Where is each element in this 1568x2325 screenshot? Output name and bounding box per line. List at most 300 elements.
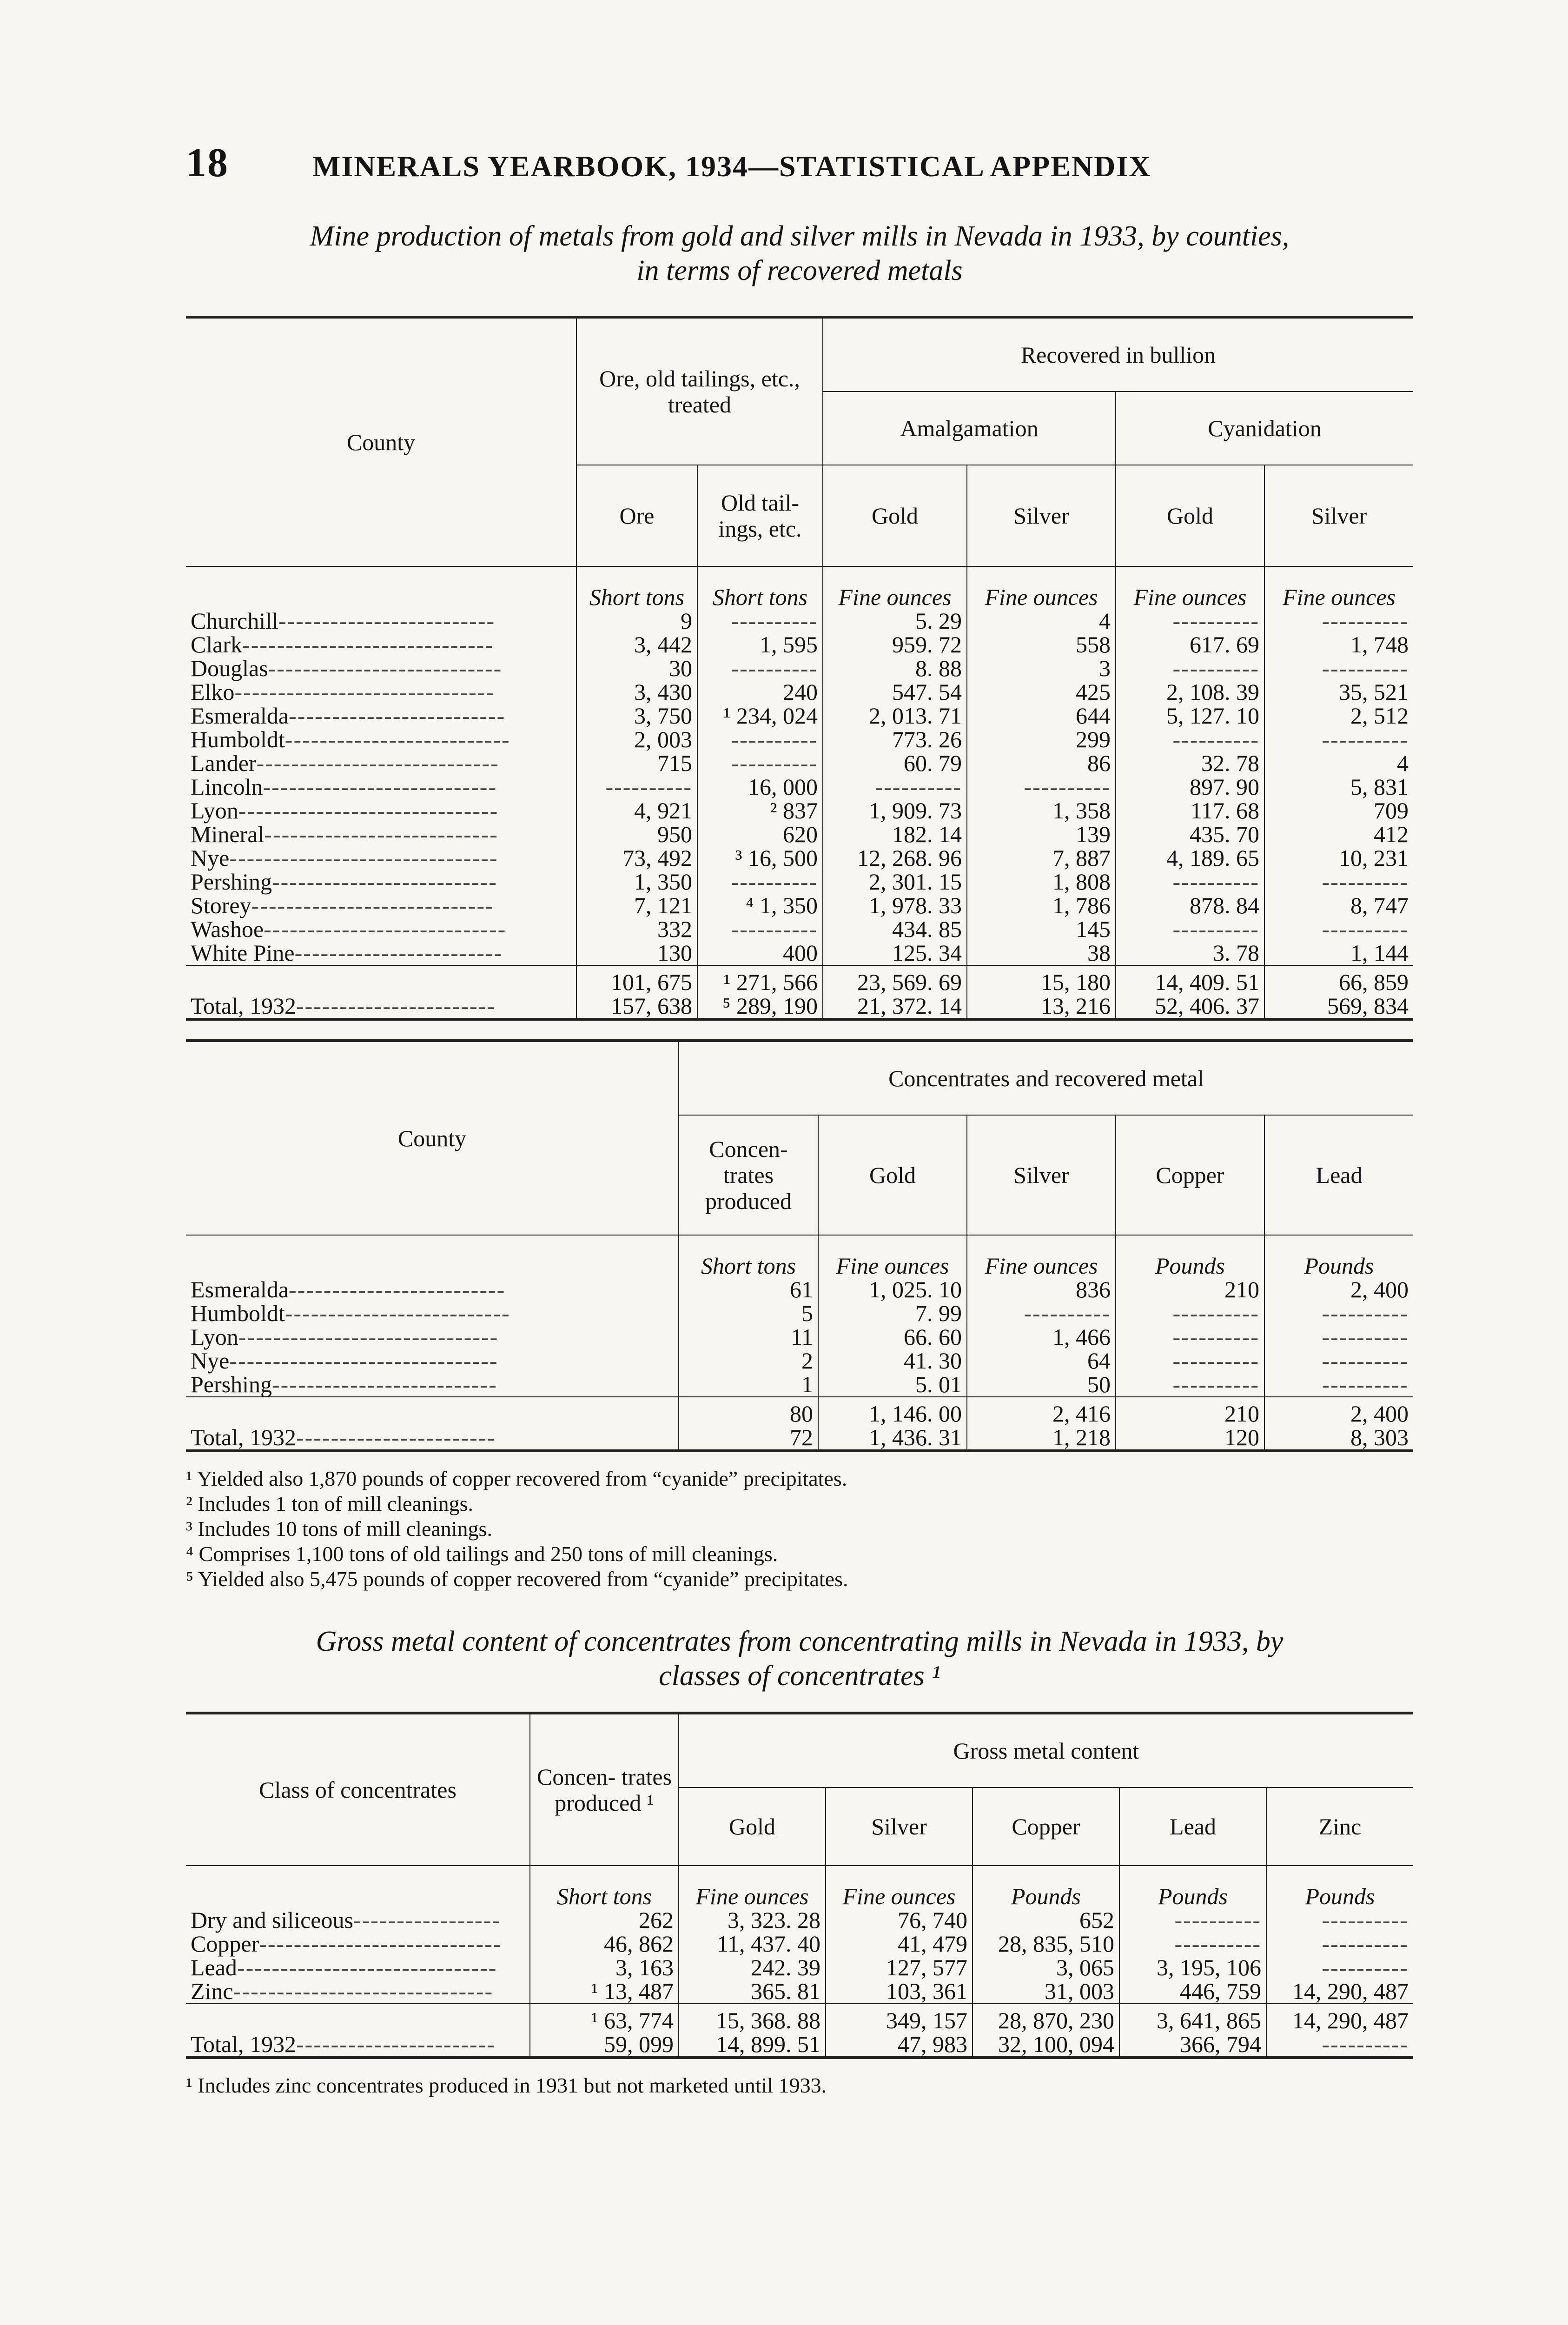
table-cell: 709 [1264,799,1413,823]
table-cell: 434. 85 [823,917,967,941]
empty-cell-dashes: ---------- [1174,1931,1261,1957]
table-cell: 715 [576,751,697,775]
table-cell: 14, 290, 487 [1266,1980,1413,2004]
row-label: Nye------------------------------- [191,1348,498,1374]
table-cell [1264,1373,1413,1397]
table-cell [1116,1373,1264,1397]
table-cell: 8, 303 [1264,1426,1413,1451]
table-cell: 2, 416 [967,1397,1116,1426]
table-cell: Pounds [973,1866,1119,1908]
table-cell: 1, 146. 00 [818,1397,967,1426]
empty-cell-dashes: ---------- [1024,1300,1111,1326]
row-label: Lander---------------------------- [191,750,499,776]
empty-cell-dashes: ---------- [1172,916,1259,942]
table-cell [1264,1349,1413,1373]
total-row [186,2004,1413,2033]
table-cell: Short tons [576,566,697,609]
table-row [186,941,1413,965]
total-row [186,965,1413,994]
table-cell: 773. 26 [823,728,967,751]
table-cell: 52, 406. 37 [1116,994,1264,1019]
table-cell: 210 [1116,1397,1264,1426]
empty-cell-dashes: ---------- [605,774,692,800]
total-1932-row [186,994,1413,1019]
table-cell [1119,1932,1266,1956]
table-cell: 1, 218 [967,1426,1116,1451]
dot-leader: --------------------------- [263,774,497,800]
empty-cell-dashes: ---------- [1322,1324,1409,1350]
dot-leader: -------------------------- [272,869,497,895]
table-cell: 7, 121 [576,894,697,917]
table-cell: ¹ 13, 487 [530,1980,679,2004]
row-label: White Pine------------------------ [191,940,503,966]
table-cell: 182. 14 [823,823,967,846]
table-cell: ¹ 271, 566 [697,965,823,994]
table-cell [1116,917,1264,941]
col-concentrates: Concen- trates produced [679,1115,818,1235]
col-ore: Ore [576,465,697,566]
empty-cell-dashes: ---------- [875,774,962,800]
table-cell: 117. 68 [1116,799,1264,823]
empty-cell-dashes: ---------- [1322,869,1409,895]
empty-cell-dashes: ---------- [1172,726,1259,752]
table-cell [697,728,823,751]
table-cell: 1, 436. 31 [818,1426,967,1451]
table-cell [1264,870,1413,894]
table-cell: 2 [679,1349,818,1373]
table-cell: 3, 430 [576,680,697,704]
table-cell [1116,1349,1264,1373]
col-lead: Lead [1264,1115,1413,1235]
row-label: Esmeralda------------------------- [191,703,506,729]
table-cell [576,775,697,799]
dot-leader: ----------------------- [296,1424,496,1450]
dot-leader: ---------------------------- [256,750,499,776]
footnotes-mills [186,1466,1413,1592]
row-label: Humboldt-------------------------- [191,726,510,752]
table-gold-silver-mills [186,316,1413,1021]
table-cell: Pounds [1119,1866,1266,1908]
table-cell [1266,2033,1413,2058]
table-cell: 3, 323. 28 [679,1908,826,1932]
table-cell: 547. 54 [823,680,967,704]
row-label: Pershing-------------------------- [191,869,497,895]
row-label: Humboldt-------------------------- [191,1300,510,1326]
table-cell: 7, 887 [967,846,1116,870]
table-cell: 32, 100, 094 [973,2033,1119,2058]
footnote: ³ Includes 10 tons of mill cleanings. [186,1517,492,1541]
table-cell: 76, 740 [826,1908,973,1932]
table-cell: 9 [576,609,697,633]
table-cell: Fine ounces [1116,566,1264,609]
row-label: Lead------------------------------ [191,1954,497,1980]
table-cell: 3, 750 [576,704,697,728]
table-cell: 28, 870, 230 [973,2004,1119,2033]
table-cell: 5 [679,1302,818,1325]
table-cell: Pounds [1266,1866,1413,1908]
table-cell: 1, 909. 73 [823,799,967,823]
dot-leader: ------------------------------- [229,845,498,871]
empty-cell-dashes: ---------- [731,608,818,634]
table-row [186,609,1413,633]
table-row [186,846,1413,870]
row-label: Esmeralda------------------------- [191,1276,506,1302]
col-cy-gold: Gold [1116,465,1264,566]
table-cell: Fine ounces [826,1866,973,1908]
table-row [186,633,1413,657]
footnote: ¹ Includes zinc concentrates produced in 1931 but not marketed until 1933. [186,2073,827,2097]
table-cell: 4, 189. 65 [1116,846,1264,870]
table-cell [1116,1325,1264,1349]
dot-leader: ---------------------------- [251,892,494,918]
col-bullion-group: Recovered in bullion [823,317,1413,392]
table-cell: 86 [967,751,1116,775]
table-cell: Fine ounces [967,1235,1116,1278]
col-old-tailings: Old tail- ings, etc. [697,465,823,566]
footnote: ² Includes 1 ton of mill cleanings. [186,1492,474,1515]
table-cell: 1, 978. 33 [823,894,967,917]
table-cell: 1, 358 [967,799,1116,823]
table-cell [1264,609,1413,633]
row-label: Dry and siliceous----------------- [191,1907,501,1933]
table-cell [1119,1908,1266,1932]
row-label: Nye------------------------------- [191,845,498,871]
table-cell: Pounds [1264,1235,1413,1278]
dot-leader: ------------------------------ [233,1978,494,2004]
empty-cell-dashes: ---------- [1172,1300,1259,1326]
table-cell [1264,917,1413,941]
total-row [186,1397,1413,1426]
total-1932-row [186,2033,1413,2058]
row-label [186,2004,530,2033]
col-county: County [186,1041,679,1235]
table-cell [823,775,967,799]
table-cell: 14, 290, 487 [1266,2004,1413,2033]
empty-cell-dashes: ---------- [1172,1324,1259,1350]
table-cell: 1, 025. 10 [818,1278,967,1302]
footnote: ⁵ Yielded also 5,475 pounds of copper recovered from “cyanide” precipitates. [186,1567,848,1591]
table-cell: 59, 099 [530,2033,679,2058]
empty-cell-dashes: ---------- [1322,1371,1409,1397]
table-cell: Fine ounces [1264,566,1413,609]
table-cell: 139 [967,823,1116,846]
table-cell: 3, 195, 106 [1119,1956,1266,1980]
empty-cell-dashes: ---------- [1174,1907,1261,1933]
table-cell: 11 [679,1325,818,1349]
table-cell: 2, 301. 15 [823,870,967,894]
table-row [186,728,1413,751]
table-cell: 1, 808 [967,870,1116,894]
empty-cell-dashes: ---------- [1322,916,1409,942]
units-row [186,566,1413,609]
units-row [186,1235,1413,1278]
footnote: ⁴ Comprises 1,100 tons of old tailings and 250 tons of mill cleanings. [186,1542,778,1566]
table-cell: 2, 003 [576,728,697,751]
row-label: Total, 1932----------------------- [186,1426,679,1451]
table-cell: 2, 013. 71 [823,704,967,728]
table-cell: 3, 442 [576,633,697,657]
dot-leader: -------------------------- [284,1300,510,1326]
table-row [186,751,1413,775]
table-cell: 652 [973,1908,1119,1932]
table-cell: 210 [1116,1278,1264,1302]
table-cell: 262 [530,1908,679,1932]
empty-cell-dashes: ---------- [1024,774,1111,800]
table-cell: 2, 108. 39 [1116,680,1264,704]
row-label [186,965,576,994]
row-label: Mineral--------------------------- [191,821,498,847]
dot-leader: --------------------------- [268,655,503,681]
table-row [186,1373,1413,1397]
table-row [186,799,1413,823]
table-row [186,1956,1413,1980]
table-row [186,1278,1413,1302]
table-cell: 125. 34 [823,941,967,965]
dot-leader: ------------------------ [294,940,503,966]
table-cell: 157, 638 [576,994,697,1019]
empty-cell-dashes: ---------- [1172,655,1259,681]
table-cell: 8. 88 [823,657,967,680]
footnotes-concentrates [186,2073,1413,2098]
table-cell: 73, 492 [576,846,697,870]
table-cell: 31, 003 [973,1980,1119,2004]
table-cell: 412 [1264,823,1413,846]
table-cell: ⁴ 1, 350 [697,894,823,917]
empty-cell-dashes: ---------- [1322,608,1409,634]
table-cell: 5. 29 [823,609,967,633]
table-cell: 47, 983 [826,2033,973,2058]
table-row [186,657,1413,680]
dot-leader: ----------------------- [296,993,496,1019]
table-cell: 299 [967,728,1116,751]
dot-leader: -------------------------- [284,726,510,752]
dot-leader: ----------------------- [296,2031,496,2057]
table-cell: 66. 60 [818,1325,967,1349]
table-cell: 2, 512 [1264,704,1413,728]
col-lead: Lead [1119,1787,1266,1866]
table-row [186,704,1413,728]
table-cell: 38 [967,941,1116,965]
table-cell: 145 [967,917,1116,941]
table-cell: 61 [679,1278,818,1302]
table-cell: 32. 78 [1116,751,1264,775]
empty-cell-dashes: ---------- [1172,1348,1259,1374]
table-cell: 3. 78 [1116,941,1264,965]
row-label: Douglas--------------------------- [191,655,503,681]
table-cell: ¹ 234, 024 [697,704,823,728]
table-cell: 8, 747 [1264,894,1413,917]
table-cell: 2, 400 [1264,1397,1413,1426]
table-cell: 1, 786 [967,894,1116,917]
table-cell: 66, 859 [1264,965,1413,994]
dot-leader: ------------------------- [278,608,496,634]
table-row [186,1349,1413,1373]
table-cell: 4 [1264,751,1413,775]
table-cell: 5, 127. 10 [1116,704,1264,728]
col-class: Class of concentrates [186,1713,530,1866]
table-cell: 21, 372. 14 [823,994,967,1019]
table-cell: 1, 748 [1264,633,1413,657]
empty-cell-dashes: ---------- [1322,1931,1409,1957]
col-gross-group: Gross metal content [679,1713,1413,1787]
dot-leader: ----------------------------- [242,631,494,658]
empty-cell-dashes: ---------- [1322,1348,1409,1374]
table-cell: 242. 39 [679,1956,826,1980]
table-cell: 23, 569. 69 [823,965,967,994]
table-cell: 425 [967,680,1116,704]
table-cell: 1 [679,1373,818,1397]
footnote: ¹ Yielded also 1,870 pounds of copper recovered from “cyanide” precipitates. [186,1467,847,1490]
col-silver: Silver [967,1115,1116,1235]
table-cell: 400 [697,941,823,965]
table-cell: Pounds [1116,1235,1264,1278]
table-cell [1116,870,1264,894]
table-cell: 644 [967,704,1116,728]
table-cell [1264,1302,1413,1325]
table-cell [1266,1956,1413,1980]
table-cell: 366, 794 [1119,2033,1266,2058]
table-cell: ¹ 63, 774 [530,2004,679,2033]
row-label: Washoe---------------------------- [191,916,507,942]
table-cell: 80 [679,1397,818,1426]
units-row [186,1866,1413,1908]
row-label: Storey---------------------------- [191,892,494,918]
col-am-gold: Gold [823,465,967,566]
table-cell: Short tons [530,1866,679,1908]
table-cell: 332 [576,917,697,941]
table-cell: 1, 350 [576,870,697,894]
table-cell: 120 [1116,1426,1264,1451]
empty-cell-dashes: ---------- [1322,2031,1409,2057]
table-cell: 3, 163 [530,1956,679,1980]
col-zinc: Zinc [1266,1787,1413,1866]
row-label [186,1866,530,1908]
table-cell [1116,1302,1264,1325]
table-cell: 41, 479 [826,1932,973,1956]
table-row [186,894,1413,917]
table-cell: 950 [576,823,697,846]
running-title: MINERALS YEARBOOK, 1934—STATISTICAL APPENDIX [312,150,1151,183]
page-number: 18 [186,140,229,186]
table-cell: 103, 361 [826,1980,973,2004]
dot-leader: ------------------------------ [238,797,499,824]
empty-cell-dashes: ---------- [1172,608,1259,634]
table-cell: Fine ounces [679,1866,826,1908]
table3-title: Gross metal content of concentrates from concentrating mills in Nevada in 1933, by classes of concentrates ¹ [316,1626,1284,1692]
table-cell: Fine ounces [967,566,1116,609]
table-cell: 14, 899. 51 [679,2033,826,2058]
table-cell [1266,1932,1413,1956]
page [186,140,1413,2098]
table-cell [697,751,823,775]
table-row [186,870,1413,894]
table1-title: Mine production of metals from gold and silver mills in Nevada in 1933, by counties, in terms of recovered metals [310,220,1290,286]
row-label: Lyon------------------------------ [191,1324,499,1350]
row-label: Zinc------------------------------ [191,1978,494,2004]
table-cell: 4 [967,609,1116,633]
table-row [186,1980,1413,2004]
table-cell: 2, 400 [1264,1278,1413,1302]
table-cell: 30 [576,657,697,680]
row-label: Total, 1932----------------------- [186,994,576,1019]
table-cell: 11, 437. 40 [679,1932,826,1956]
table-cell: Short tons [697,566,823,609]
table-cell [697,657,823,680]
col-gold: Gold [679,1787,826,1866]
row-label: Churchill------------------------- [191,608,496,634]
dot-leader: ---------------------------- [259,1931,502,1957]
table-cell [1264,728,1413,751]
empty-cell-dashes: ---------- [731,916,818,942]
col-ore-group: Ore, old tailings, etc., treated [576,317,823,465]
dot-leader: ------------------------- [289,703,506,729]
table-cell: ³ 16, 500 [697,846,823,870]
dot-leader: ------------------------------ [234,679,495,705]
table-cell [1116,728,1264,751]
row-label: Pershing-------------------------- [191,1371,497,1397]
table-cell [1116,657,1264,680]
table-cell: 60. 79 [823,751,967,775]
table-cell: 620 [697,823,823,846]
dot-leader: ---------------------------- [264,916,507,942]
table-row [186,680,1413,704]
total-1932-row [186,1426,1413,1451]
col-copper: Copper [1116,1115,1264,1235]
col-county: County [186,317,576,566]
dot-leader: ------------------------------ [237,1954,497,1980]
table-cell [697,870,823,894]
table-cell [1266,1908,1413,1932]
empty-cell-dashes: ---------- [731,869,818,895]
table-cell [697,917,823,941]
table-cell: 1, 144 [1264,941,1413,965]
table-cell: 130 [576,941,697,965]
table-cell: 15, 180 [967,965,1116,994]
table-cell: 1, 595 [697,633,823,657]
table-row [186,1325,1413,1349]
table-cell: 5, 831 [1264,775,1413,799]
table-cell [1264,657,1413,680]
table-cell: 959. 72 [823,633,967,657]
table-gross-metal-content [186,1712,1413,2059]
row-label [186,1235,679,1278]
col-concentrates-group: Concentrates and recovered metal [679,1041,1413,1115]
table-cell: 435. 70 [1116,823,1264,846]
empty-cell-dashes: ---------- [1172,869,1259,895]
table-cell: 5. 01 [818,1373,967,1397]
table-cell: Short tons [679,1235,818,1278]
table-cell: 446, 759 [1119,1980,1266,2004]
table-cell [967,775,1116,799]
table-cell: 10, 231 [1264,846,1413,870]
table-row [186,1908,1413,1932]
row-label [186,1397,679,1426]
table-cell: 3, 065 [973,1956,1119,1980]
table-cell: 836 [967,1278,1116,1302]
table-cell: ⁵ 289, 190 [697,994,823,1019]
table-cell: 50 [967,1373,1116,1397]
dot-leader: --------------------------- [264,821,498,847]
table-cell: ² 837 [697,799,823,823]
table-cell: 14, 409. 51 [1116,965,1264,994]
empty-cell-dashes: ---------- [1322,655,1409,681]
table-cell: Fine ounces [818,1235,967,1278]
table-concentrates-by-county [186,1039,1413,1452]
table-cell: 897. 90 [1116,775,1264,799]
table-row [186,1302,1413,1325]
empty-cell-dashes: ---------- [1172,1371,1259,1397]
table-cell [1116,609,1264,633]
